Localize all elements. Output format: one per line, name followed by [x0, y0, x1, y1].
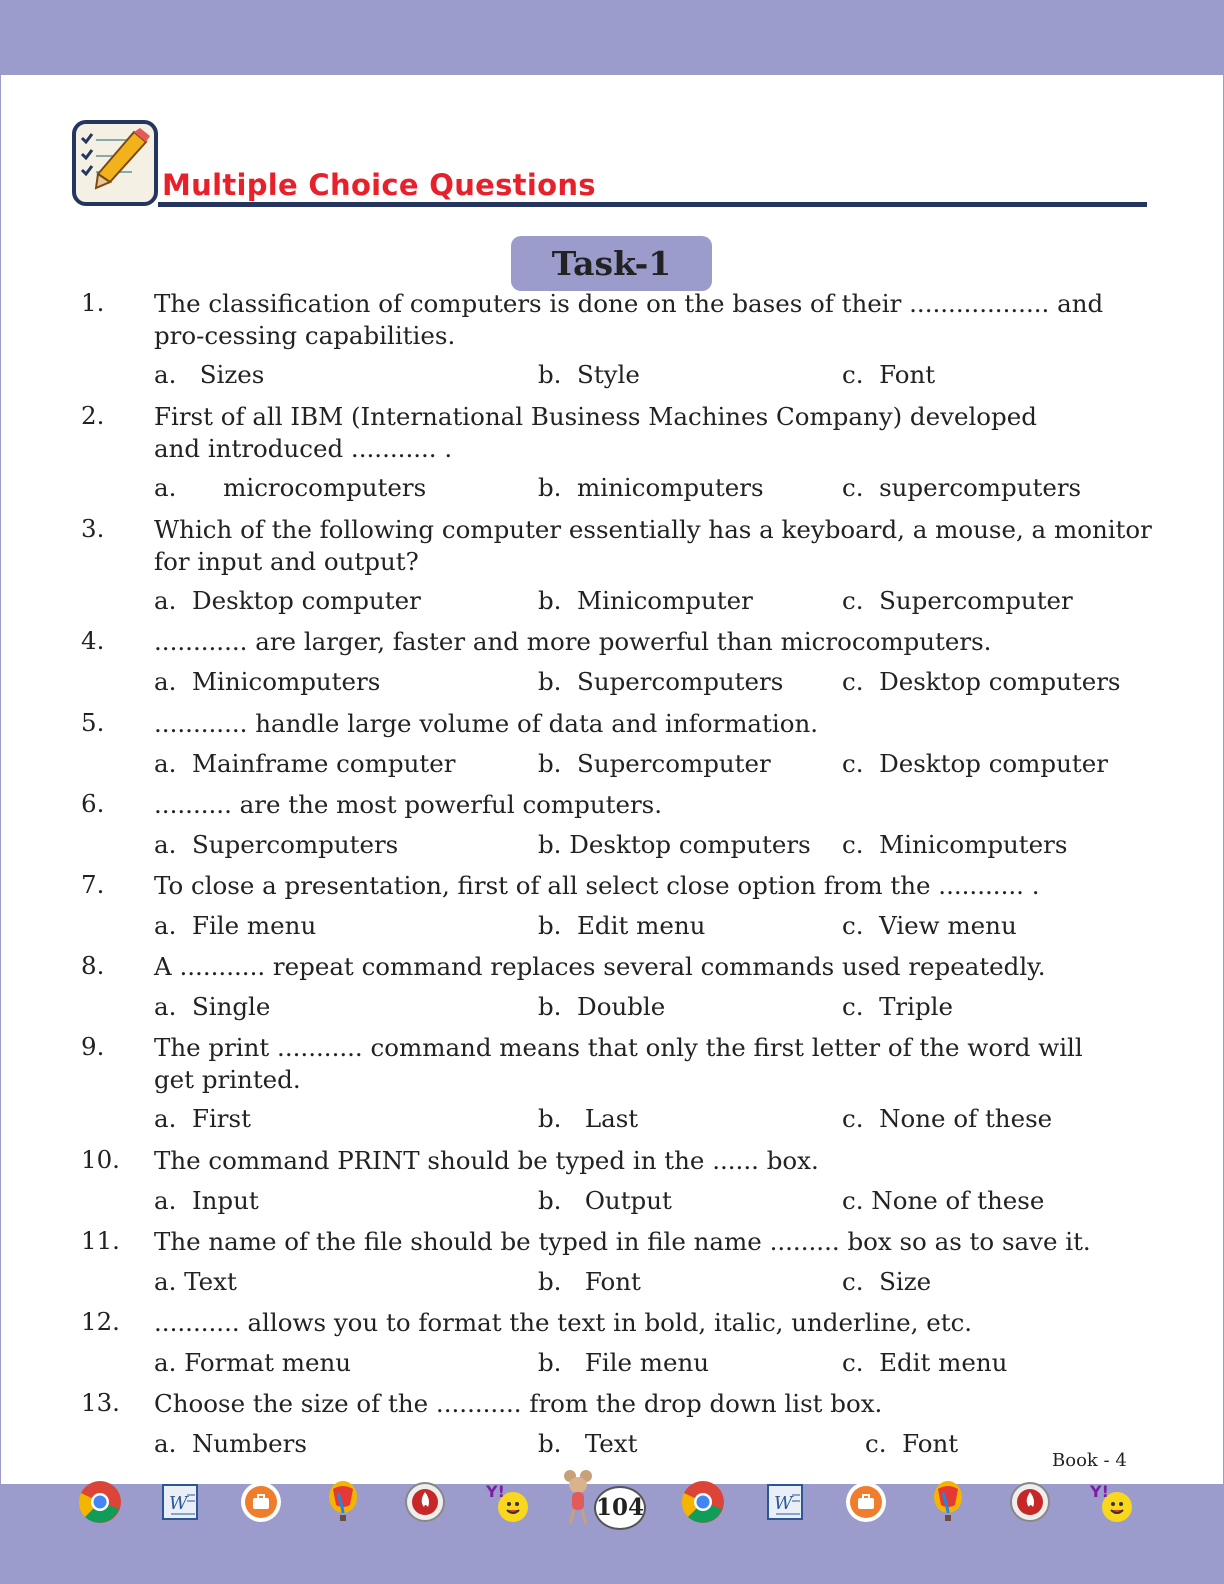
- option-a: a. Numbers: [154, 1429, 307, 1458]
- svg-text:W: W: [169, 1493, 188, 1514]
- option-b: b. Text: [538, 1429, 638, 1458]
- question-text: A ........... repeat command replaces several commands used repeatedly.: [154, 952, 1046, 981]
- option-c: c. Size: [842, 1267, 932, 1296]
- title-underline: [158, 202, 1147, 207]
- yahoo-messenger-icon: [484, 1479, 530, 1525]
- option-c: c. Triple: [842, 992, 953, 1021]
- question-number: 5.: [81, 708, 105, 737]
- question-text: .......... are the most powerful computers.: [154, 790, 663, 819]
- option-b: b. Style: [538, 360, 640, 389]
- option-a: a. Sizes: [154, 360, 265, 389]
- question-number: 6.: [81, 789, 105, 818]
- briefcase-app-icon: [238, 1479, 284, 1525]
- svg-text:Y!: Y!: [1090, 1482, 1109, 1501]
- option-a: a. Format menu: [154, 1348, 352, 1377]
- question-text: ........... allows you to format the text in bold, italic, underline, etc.: [154, 1308, 973, 1337]
- option-b: b. Double: [538, 992, 666, 1021]
- option-b: b. minicomputers: [538, 473, 764, 502]
- option-b: b. Font: [538, 1267, 641, 1296]
- question-text: The print ........... command means that only the first letter of the word will get printed.: [154, 1033, 1083, 1094]
- option-c: c. Desktop computers: [842, 667, 1121, 696]
- word-icon: [762, 1479, 808, 1525]
- task-label: Task-1: [511, 236, 712, 291]
- option-a: a. File menu: [154, 911, 317, 940]
- svg-text:Y!: Y!: [486, 1482, 505, 1501]
- question-number: 13.: [81, 1388, 120, 1417]
- question-number: 12.: [81, 1307, 120, 1336]
- word-icon: [157, 1479, 203, 1525]
- option-c: c. Font: [865, 1429, 959, 1458]
- question-number: 8.: [81, 951, 105, 980]
- chrome-icon: [680, 1479, 726, 1525]
- option-b: b. Last: [538, 1104, 639, 1133]
- option-c: c. Desktop computer: [842, 749, 1108, 778]
- question-number: 10.: [81, 1145, 120, 1174]
- option-c: c. supercomputers: [842, 473, 1082, 502]
- question-number: 1.: [81, 288, 105, 317]
- checklist-pencil-icon: [72, 120, 158, 206]
- question-number: 9.: [81, 1032, 105, 1061]
- option-a: a. Mainframe computer: [154, 749, 456, 778]
- option-b: b. Minicomputer: [538, 586, 753, 615]
- option-a: a. Input: [154, 1186, 259, 1215]
- book-label: Book - 4: [1052, 1450, 1127, 1471]
- fire-app-icon: [402, 1479, 448, 1525]
- option-a: a. microcomputers: [154, 473, 427, 502]
- option-b: b. Edit menu: [538, 911, 706, 940]
- option-a: a. Single: [154, 992, 271, 1021]
- question-text: ............ handle large volume of data and information.: [154, 709, 819, 738]
- question-text: First of all IBM (International Business Machines Company) developed and introduced ........... .: [154, 402, 1037, 463]
- briefcase-app-icon: [843, 1479, 889, 1525]
- svg-text:W: W: [774, 1493, 793, 1514]
- option-b: b. Output: [538, 1186, 672, 1215]
- option-a: a. Supercomputers: [154, 830, 399, 859]
- question-text: The command PRINT should be typed in the ...... box.: [154, 1146, 819, 1175]
- option-c: c. Font: [842, 360, 936, 389]
- top-band: [0, 0, 1224, 75]
- option-a: a. Minicomputers: [154, 667, 381, 696]
- balloon-icon: [925, 1479, 971, 1525]
- question-text: The classification of computers is done on the bases of their .................. and pro-cessing capabilities.: [154, 289, 1104, 350]
- option-c: c. Minicomputers: [842, 830, 1068, 859]
- question-text: Choose the size of the ........... from the drop down list box.: [154, 1389, 883, 1418]
- option-c: c. Edit menu: [842, 1348, 1008, 1377]
- option-a: a. First: [154, 1104, 251, 1133]
- yahoo-messenger-icon: [1088, 1479, 1134, 1525]
- fire-app-icon: [1007, 1479, 1053, 1525]
- option-c: c. None of these: [842, 1104, 1053, 1133]
- option-b: b. Desktop computers: [538, 830, 811, 859]
- option-c: c. Supercomputer: [842, 586, 1073, 615]
- question-number: 4.: [81, 626, 105, 655]
- option-a: a. Desktop computer: [154, 586, 421, 615]
- question-text: ............ are larger, faster and more powerful than microcomputers.: [154, 627, 992, 656]
- option-c: c. None of these: [842, 1186, 1045, 1215]
- chrome-icon: [77, 1479, 123, 1525]
- option-b: b. Supercomputer: [538, 749, 771, 778]
- balloon-icon: [320, 1479, 366, 1525]
- question-number: 11.: [81, 1226, 120, 1255]
- question-number: 7.: [81, 870, 105, 899]
- option-b: b. Supercomputers: [538, 667, 784, 696]
- section-header: [72, 120, 1147, 212]
- option-c: c. View menu: [842, 911, 1017, 940]
- option-a: a. Text: [154, 1267, 237, 1296]
- page-number: 104: [594, 1486, 646, 1530]
- question-number: 3.: [81, 514, 105, 543]
- option-b: b. File menu: [538, 1348, 710, 1377]
- question-number: 2.: [81, 401, 105, 430]
- page-title: Multiple Choice Questions: [162, 168, 596, 202]
- question-text: The name of the file should be typed in file name ......... box so as to save it.: [154, 1227, 1091, 1256]
- mouse-mascot-icon: [558, 1468, 598, 1528]
- question-text: To close a presentation, first of all select close option from the ........... .: [154, 871, 1040, 900]
- question-text: Which of the following computer essentially has a keyboard, a mouse, a monitor for input and output?: [154, 515, 1152, 576]
